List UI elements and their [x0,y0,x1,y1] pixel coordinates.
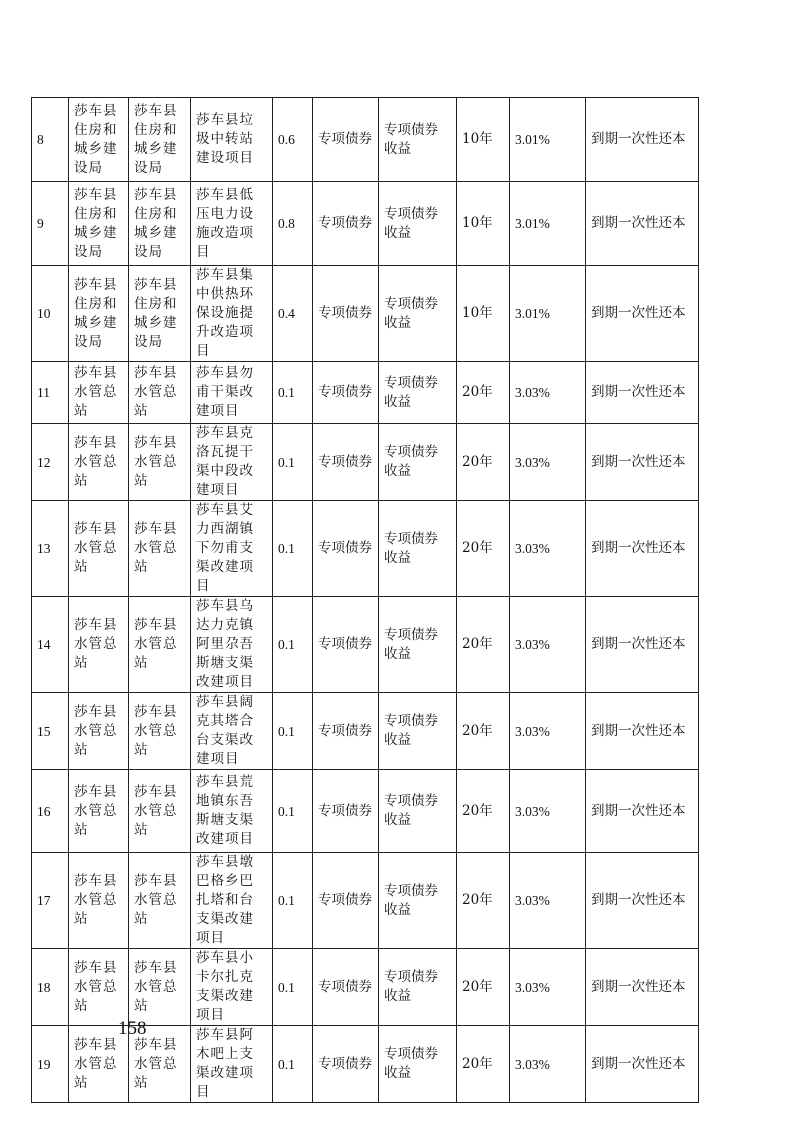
entity-cell: 莎车县水管总站 [129,853,191,949]
bond-term: 10年 [457,182,510,266]
bond-type: 专项债券 [313,424,379,501]
bond-term: 10年 [457,266,510,362]
interest-rate: 3.03% [510,597,586,693]
unit-cell: 莎车县水管总站 [69,424,129,501]
repay-source: 专项债券收益 [379,693,457,770]
unit-cell: 莎车县住房和城乡建设局 [69,98,129,182]
interest-rate: 3.01% [510,266,586,362]
repay-source: 专项债券收益 [379,770,457,853]
bond-type: 专项债券 [313,98,379,182]
bond-term: 20年 [457,501,510,597]
table-row [32,362,699,424]
amount-value: 0.1 [273,853,313,949]
unit-cell: 莎车县水管总站 [69,770,129,853]
repay-method: 到期一次性还本 [586,266,699,362]
repay-method: 到期一次性还本 [586,597,699,693]
table-row [32,770,699,853]
row-number: 19 [32,1026,69,1103]
repay-source: 专项债券收益 [379,266,457,362]
bond-type: 专项债券 [313,182,379,266]
bond-term: 20年 [457,362,510,424]
project-name: 莎车县艾力西湖镇下勿甫支渠改建项目 [191,501,273,597]
project-name: 莎车县勿甫干渠改建项目 [191,362,273,424]
project-name: 莎车县荒地镇东吾斯塘支渠改建项目 [191,770,273,853]
bond-term: 20年 [457,853,510,949]
repay-source: 专项债券收益 [379,98,457,182]
repay-source: 专项债券收益 [379,949,457,1026]
table-row [32,853,699,949]
unit-cell: 莎车县水管总站 [69,693,129,770]
row-number: 13 [32,501,69,597]
row-number: 8 [32,98,69,182]
row-number: 16 [32,770,69,853]
unit-cell: 莎车县水管总站 [69,597,129,693]
repay-method: 到期一次性还本 [586,853,699,949]
repay-source: 专项债券收益 [379,853,457,949]
repay-method: 到期一次性还本 [586,98,699,182]
bond-type: 专项债券 [313,693,379,770]
row-number: 18 [32,949,69,1026]
bond-type: 专项债券 [313,266,379,362]
row-number: 12 [32,424,69,501]
row-number: 11 [32,362,69,424]
repay-method: 到期一次性还本 [586,693,699,770]
interest-rate: 3.03% [510,949,586,1026]
repay-source: 专项债券收益 [379,424,457,501]
unit-cell: 莎车县水管总站 [69,362,129,424]
entity-cell: 莎车县住房和城乡建设局 [129,182,191,266]
table-row [32,266,699,362]
project-name: 莎车县集中供热环保设施提升改造项目 [191,266,273,362]
bond-type: 专项债券 [313,949,379,1026]
row-number: 17 [32,853,69,949]
table-row [32,424,699,501]
bond-type: 专项债券 [313,1026,379,1103]
unit-cell: 莎车县住房和城乡建设局 [69,266,129,362]
bond-term: 20年 [457,693,510,770]
unit-cell: 莎车县水管总站 [69,501,129,597]
amount-value: 0.8 [273,182,313,266]
project-name: 莎车县乌达力克镇阿里尕吾斯塘支渠改建项目 [191,597,273,693]
bond-term: 20年 [457,424,510,501]
entity-cell: 莎车县水管总站 [129,424,191,501]
table-row [32,501,699,597]
amount-value: 0.1 [273,693,313,770]
bond-term: 20年 [457,770,510,853]
repay-method: 到期一次性还本 [586,362,699,424]
amount-value: 0.1 [273,597,313,693]
interest-rate: 3.03% [510,501,586,597]
entity-cell: 莎车县水管总站 [129,362,191,424]
entity-cell: 莎车县住房和城乡建设局 [129,98,191,182]
bond-term: 20年 [457,1026,510,1103]
table-row [32,98,699,182]
bond-type: 专项债券 [313,853,379,949]
bond-type: 专项债券 [313,501,379,597]
bond-type: 专项债券 [313,597,379,693]
row-number: 15 [32,693,69,770]
row-number: 9 [32,182,69,266]
entity-cell: 莎车县水管总站 [129,597,191,693]
repay-method: 到期一次性还本 [586,182,699,266]
table-row [32,182,699,266]
project-name: 莎车县垃圾中转站建设项目 [191,98,273,182]
project-name: 莎车县克洛瓦提干渠中段改建项目 [191,424,273,501]
entity-cell: 莎车县水管总站 [129,693,191,770]
interest-rate: 3.03% [510,693,586,770]
repay-source: 专项债券收益 [379,1026,457,1103]
entity-cell: 莎车县水管总站 [129,949,191,1026]
repay-method: 到期一次性还本 [586,770,699,853]
table-row [32,949,699,1026]
table-row [32,597,699,693]
entity-cell: 莎车县水管总站 [129,770,191,853]
entity-cell: 莎车县住房和城乡建设局 [129,266,191,362]
interest-rate: 3.03% [510,1026,586,1103]
amount-value: 0.6 [273,98,313,182]
debt-table [31,97,699,1103]
repay-method: 到期一次性还本 [586,501,699,597]
interest-rate: 3.01% [510,182,586,266]
project-name: 莎车县墩巴格乡巴扎塔和台支渠改建项目 [191,853,273,949]
bond-type: 专项债券 [313,770,379,853]
bond-term: 20年 [457,597,510,693]
entity-cell: 莎车县水管总站 [129,501,191,597]
amount-value: 0.1 [273,501,313,597]
project-name: 莎车县阿木吧上支渠改建项目 [191,1026,273,1103]
interest-rate: 3.03% [510,853,586,949]
unit-cell: 莎车县水管总站 [69,1026,129,1103]
interest-rate: 3.03% [510,362,586,424]
repay-source: 专项债券收益 [379,362,457,424]
table-body [32,98,699,1103]
amount-value: 0.1 [273,362,313,424]
interest-rate: 3.03% [510,424,586,501]
entity-cell: 莎车县水管总站 [129,1026,191,1103]
amount-value: 0.4 [273,266,313,362]
amount-value: 0.1 [273,770,313,853]
amount-value: 0.1 [273,1026,313,1103]
unit-cell: 莎车县住房和城乡建设局 [69,182,129,266]
interest-rate: 3.01% [510,98,586,182]
unit-cell: 莎车县水管总站 [69,853,129,949]
repay-source: 专项债券收益 [379,501,457,597]
amount-value: 0.1 [273,949,313,1026]
bond-type: 专项债券 [313,362,379,424]
bond-term: 20年 [457,949,510,1026]
repay-method: 到期一次性还本 [586,424,699,501]
row-number: 10 [32,266,69,362]
interest-rate: 3.03% [510,770,586,853]
project-name: 莎车县低压电力设施改造项目 [191,182,273,266]
row-number: 14 [32,597,69,693]
unit-cell: 莎车县水管总站 [69,949,129,1026]
repay-source: 专项债券收益 [379,182,457,266]
amount-value: 0.1 [273,424,313,501]
repay-method: 到期一次性还本 [586,949,699,1026]
project-name: 莎车县小卡尔扎克支渠改建项目 [191,949,273,1026]
repay-source: 专项债券收益 [379,597,457,693]
table-row [32,693,699,770]
repay-method: 到期一次性还本 [586,1026,699,1103]
page-number: 158 [118,1018,147,1039]
project-name: 莎车县阔克其塔合台支渠改建项目 [191,693,273,770]
bond-term: 10年 [457,98,510,182]
